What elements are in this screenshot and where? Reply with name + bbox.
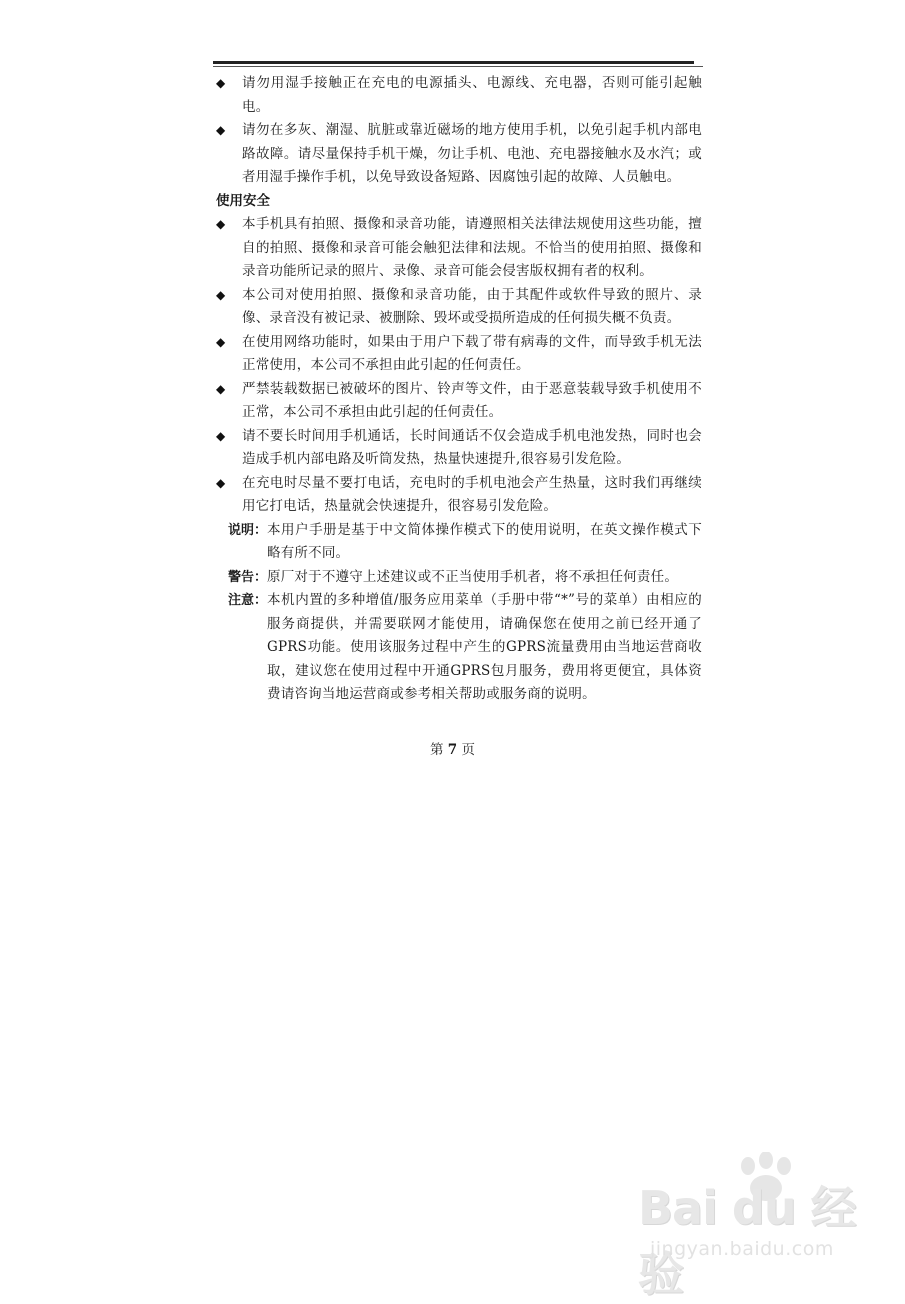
list-item [216, 472, 702, 519]
page-number [0, 740, 905, 760]
safety-list [216, 213, 702, 519]
list-item-text: 请勿用湿手接触正在充电的电源插头、电源线、充电器，否则可能引起触电。 [242, 75, 702, 115]
list-item-text: 在使用网络功能时，如果由于用户下载了带有病毒的文件，而导致手机无法正常使用，本公司不承担由此引起的任何责任。 [242, 333, 702, 373]
section-heading: 使用安全 [216, 192, 270, 209]
page-number-suffix: 页 [457, 742, 475, 758]
note-text: 原厂对于不遵守上述建议或不正当使用手机者，将不承担任何责任。 [267, 568, 679, 585]
list-item-text: 在充电时尽量不要打电话，充电时的手机电池会产生热量，这时我们再继续用它打电话，热量就会快速提升，很容易引发危险。 [242, 474, 702, 514]
note-warning [228, 566, 702, 590]
list-item-text: 请不要长时间用手机通话，长时间通话不仅会造成手机电池发热，同时也会造成手机内部电路及听筒发热，热量快速提升,很容易引发危险。 [242, 427, 702, 467]
list-item [216, 72, 702, 119]
list-item-text: 请勿在多灰、潮湿、肮脏或靠近磁场的地方使用手机，以免引起手机内部电路故障。请尽量保持手机干燥，勿让手机、电池、充电器接触水及水汽；或者用湿手操作手机，以免导致设备短路、因腐蚀引起的故障、人员触电。 [242, 122, 702, 185]
list-item-text: 本手机具有拍照、摄像和录音功能，请遵照相关法律法规使用这些功能，擅自的拍照、摄像和录音可能会触犯法律和法规。不恰当的使用拍照、摄像和录音功能所记录的照片、录像、录音可能会侵害版权拥有者的权利。 [242, 216, 702, 279]
page-content [216, 72, 702, 707]
watermark-logo: Bai du 经验 [638, 1181, 856, 1301]
note-attention [228, 589, 702, 707]
note-text: 本用户手册是基于中文简体操作模式下的使用说明，在英文操作模式下略有所不同。 [267, 521, 702, 561]
top-list [216, 72, 702, 190]
watermark-url: jingyan.baidu.com [650, 1238, 834, 1260]
note-explanation [228, 519, 702, 566]
list-item [216, 119, 702, 190]
bullet-diamond-icon: ◆ [216, 76, 226, 90]
header-rule-thin [213, 66, 703, 67]
bullet-diamond-icon: ◆ [216, 217, 226, 231]
list-item [216, 284, 702, 331]
list-item [216, 331, 702, 378]
note-label: 说明： [228, 522, 268, 538]
notes-block [216, 519, 702, 707]
page-number-value: 7 [447, 742, 458, 758]
bullet-diamond-icon: ◆ [216, 381, 226, 396]
bullet-diamond-icon: ◆ [216, 287, 226, 302]
header-rule-thick [213, 61, 694, 64]
bullet-diamond-icon: ◆ [216, 123, 226, 137]
note-text: 本机内置的多种增值/服务应用菜单（手册中带“*”号的菜单）由相应的服务商提供，并需要联网才能使用，请确保您在使用之前已经开通了GPRS功能。使用该服务过程中产生的GPRS流量费用由当地运营商收取，建议您在使用过程中开通GPRS包月服务，费用将更便宜，具体资费请咨询当地运营商或参考相关帮助或服务商的说明。 [267, 592, 702, 702]
list-item [216, 213, 702, 284]
list-item [216, 378, 702, 425]
list-item-text: 严禁装载数据已被破坏的图片、铃声等文件，由于恶意装载导致手机使用不正常，本公司不承担由此引起的任何责任。 [242, 380, 702, 420]
page-number-prefix: 第 [430, 742, 448, 758]
note-label: 警告： [228, 569, 268, 585]
note-label: 注意： [228, 593, 268, 608]
baidu-jingyan-watermark [638, 1152, 878, 1301]
list-item [216, 425, 702, 472]
bullet-diamond-icon: ◆ [216, 475, 226, 490]
list-item-text: 本公司对使用拍照、摄像和录音功能，由于其配件或软件导致的照片、录像、录音没有被记录、被删除、毁坏或受损所造成的任何损失概不负责。 [242, 286, 702, 326]
bullet-diamond-icon: ◆ [216, 334, 226, 349]
bullet-diamond-icon: ◆ [216, 428, 226, 443]
